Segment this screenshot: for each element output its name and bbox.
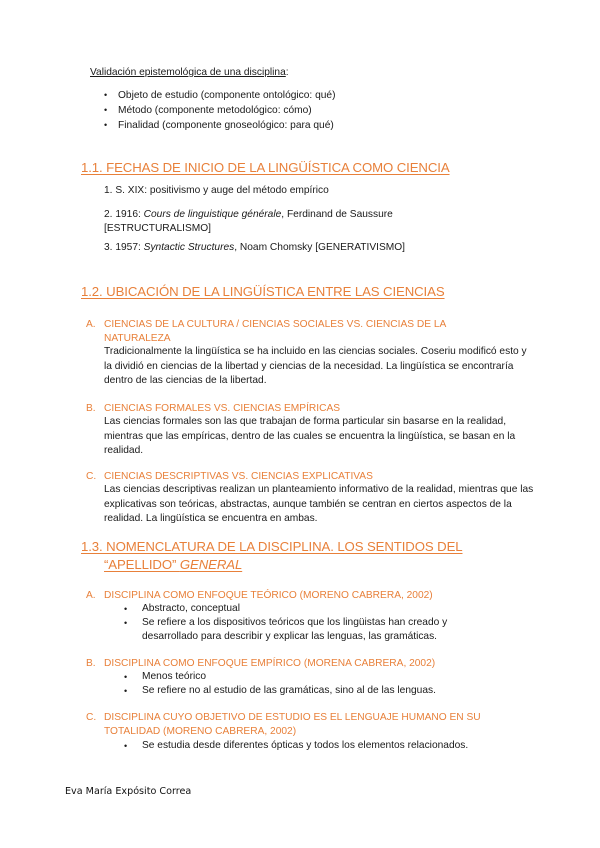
subsection-3a-list <box>124 602 504 644</box>
subsection-letter: B. <box>86 403 96 414</box>
numbered-item-1: 1. S. XIX: positivismo y auge del método empírico <box>104 185 329 196</box>
intro-title-text: Validación epistemológica de una disciplina <box>90 67 286 78</box>
list-item: • Se refiere no al estudio de las gramáticas, sino al de las lenguas. <box>124 684 524 698</box>
list-item: • Se refiere a los dispositivos teóricos que los lingüistas han creado y desarrollado para describir y explicar las lenguas, las gramáticas. <box>124 616 504 644</box>
section-heading-1-3-line2: “APELLIDO” <box>104 557 180 572</box>
subsection-letter: C. <box>86 471 97 482</box>
subsection-3a-title-text: DISCIPLINA COMO ENFOQUE TEÓRICO (MORENO CABRERA, 2002) <box>104 590 433 601</box>
intro-list-item: • Método (componente metodológico: cómo) <box>104 103 335 118</box>
subsection-3c-title <box>86 711 481 739</box>
subsection-letter: A. <box>86 590 96 601</box>
subsection-a-title <box>86 318 446 346</box>
intro-title <box>90 67 289 78</box>
intro-list-item: • Finalidad (componente gnoseológico: para qué) <box>104 118 335 133</box>
subsection-a-title-line2: NATURALEZA <box>104 333 171 344</box>
section-heading-1-1: 1.1. FECHAS DE INICIO DE LA LINGÜÍSTICA COMO CIENCIA <box>81 160 450 175</box>
subsection-c-text: Las ciencias descriptivas realizan un planteamiento informativo de la realidad, mientras que las explicativas son teóricas, abstractas, aunque también se centran en ciertos aspectos de la realidad. La lingüística se encuentra en ambas. <box>104 484 534 524</box>
subsection-letter: B. <box>86 658 96 669</box>
subsection-b-title <box>86 402 340 416</box>
intro-list-item: • Objeto de estudio (componente ontológico: qué) <box>104 88 335 103</box>
intro-title-colon: : <box>285 67 289 78</box>
footer-author: Eva María Expósito Correa <box>65 786 192 797</box>
intro-list <box>104 88 335 133</box>
section-heading-1-2: 1.2. UBICACIÓN DE LA LINGÜÍSTICA ENTRE LAS CIENCIAS <box>81 284 445 299</box>
subsection-3b-list <box>124 670 524 698</box>
subsection-c-title-text: CIENCIAS DESCRIPTIVAS VS. CIENCIAS EXPLICATIVAS <box>104 471 373 482</box>
subsection-a-title-line1: CIENCIAS DE LA CULTURA / CIENCIAS SOCIALES VS. CIENCIAS DE LA <box>104 319 447 330</box>
list-item: • Se estudia desde diferentes ópticas y todos los elementos relacionados. <box>124 739 544 753</box>
numbered-item-3-author: , Noam Chomsky [GENERATIVISMO] <box>234 242 406 253</box>
numbered-item-3-prefix: 3. 1957: <box>104 242 144 253</box>
section-heading-1-3-line1: 1.3. NOMENCLATURA DE LA DISCIPLINA. LOS SENTIDOS DEL <box>81 539 463 554</box>
numbered-item-3-title: Syntactic Structures <box>143 242 235 253</box>
numbered-item-2-title: Cours de linguistique générale <box>143 209 282 220</box>
numbered-item-3 <box>104 241 405 255</box>
subsection-3c-title-line2: TOTALIDAD (MORENO CABRERA, 2002) <box>104 726 297 737</box>
subsection-3c-title-line1: DISCIPLINA CUYO OBJETIVO DE ESTUDIO ES EL LENGUAJE HUMANO EN SU <box>104 712 481 723</box>
subsection-b-text: Las ciencias formales son las que trabajan de forma particular sin basarse en la realidad, mientras que las empíricas, dentro de las cuales se encuentra la lingüística, se basan en la realidad. <box>104 416 516 456</box>
subsection-letter: A. <box>86 319 96 330</box>
subsection-3b-title <box>86 657 435 671</box>
numbered-item-2-prefix: 2. 1916: <box>104 209 144 220</box>
section-heading-1-3-general: GENERAL <box>179 557 243 572</box>
subsection-a-text: Tradicionalmente la lingüística se ha incluido en las ciencias sociales. Coseriu modificó esto y la dividió en ciencias de la libertad y ciencias de la necesidad. La lingüística se encontraría dentro de las ciencias de la libertad. <box>104 346 527 386</box>
subsection-b-title-text: CIENCIAS FORMALES VS. CIENCIAS EMPÍRICAS <box>104 403 341 414</box>
subsection-3c-list <box>124 739 544 753</box>
section-heading-1-3 <box>81 538 463 574</box>
numbered-item-2-tag: [ESTRUCTURALISMO] <box>104 223 211 234</box>
numbered-item-2 <box>104 208 393 236</box>
subsection-c-title <box>86 470 373 484</box>
subsection-3b-title-text: DISCIPLINA COMO ENFOQUE EMPÍRICO (MORENA CABRERA, 2002) <box>104 658 436 669</box>
list-item: • Menos teórico <box>124 670 524 684</box>
subsection-letter: C. <box>86 712 97 723</box>
list-item: • Abstracto, conceptual <box>124 602 504 616</box>
numbered-item-2-author: , Ferdinand de Saussure <box>281 209 393 220</box>
subsection-3a-title <box>86 589 433 603</box>
